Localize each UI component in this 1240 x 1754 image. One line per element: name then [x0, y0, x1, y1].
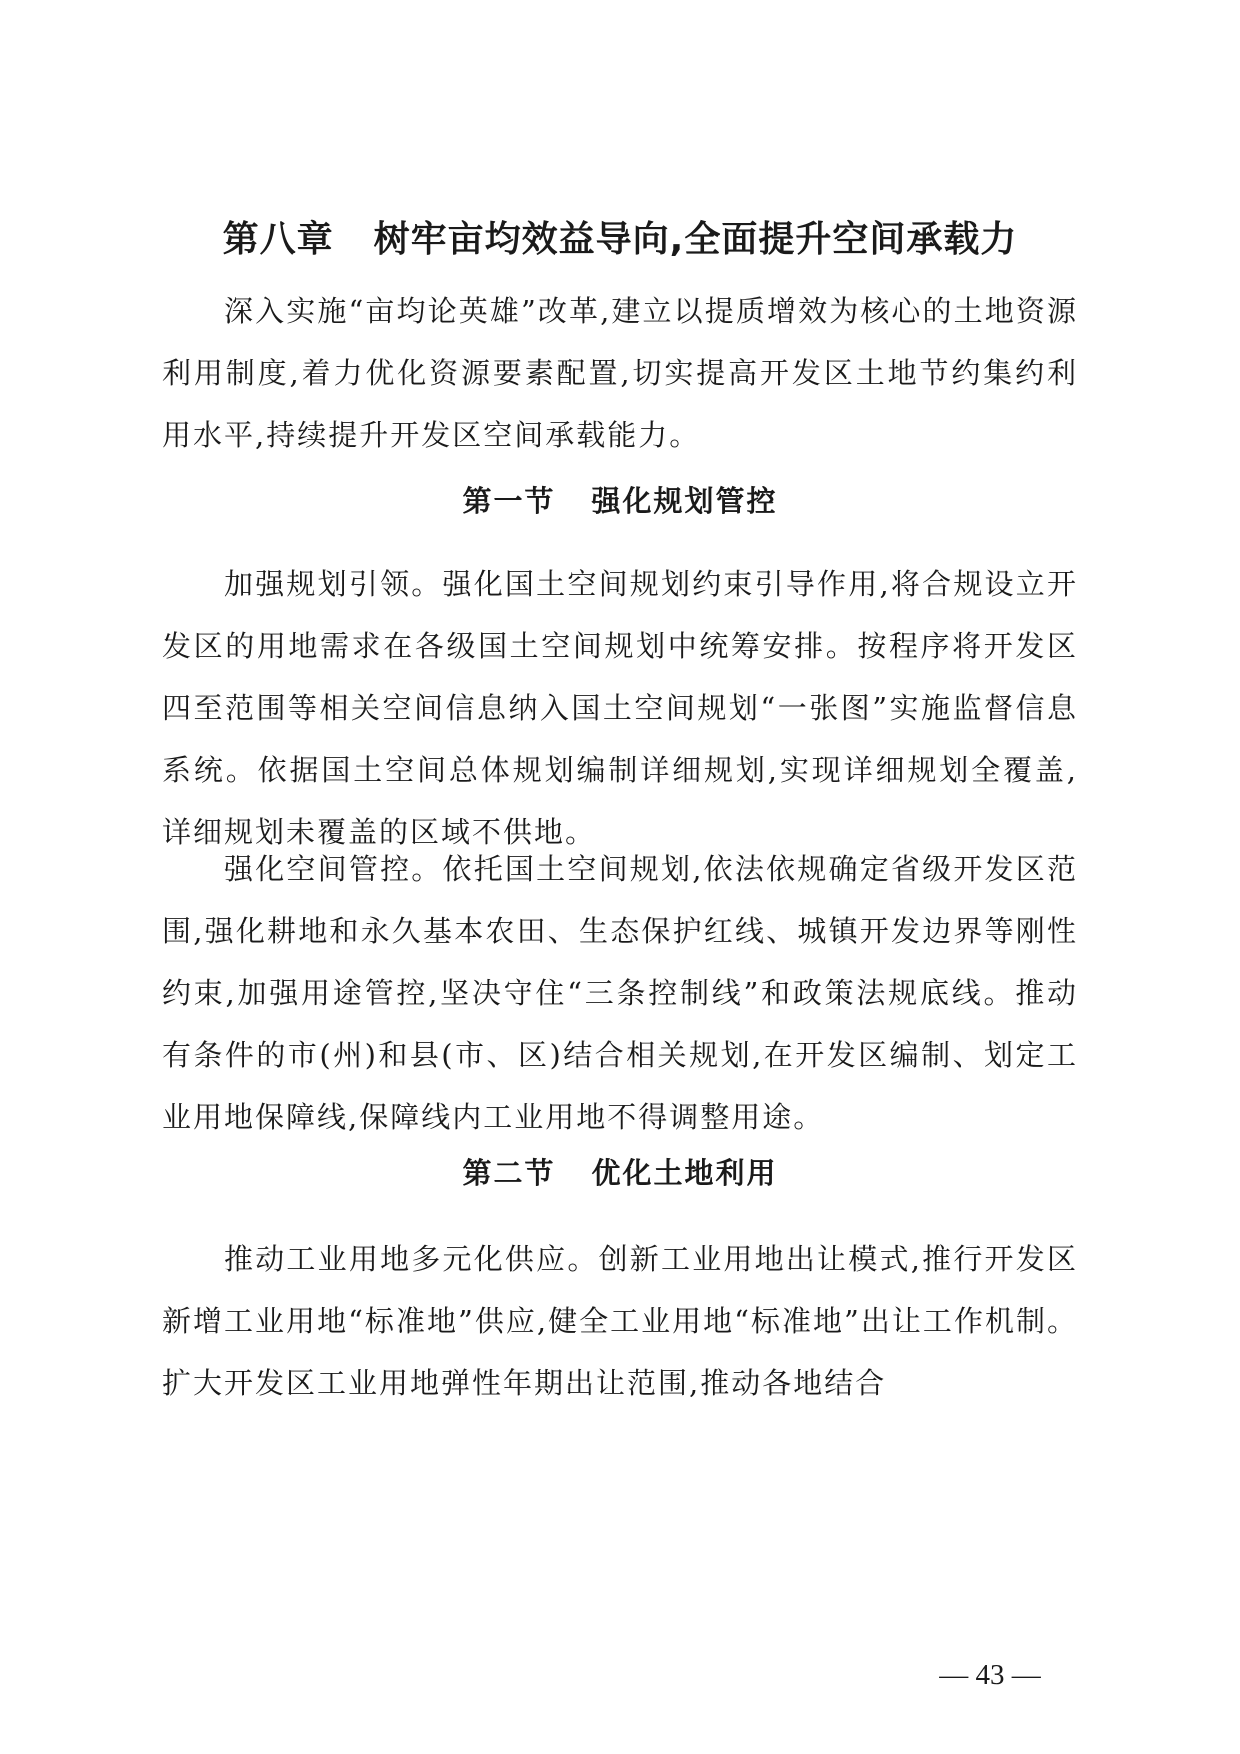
body-paragraph-land-supply: 推动工业用地多元化供应。创新工业用地出让模式,推行开发区新增工业用地“标准地”供应,健全工业用地“标准地”出让工作机制。扩大开发区工业用地弹性年期出让范围,推动各地结合 [162, 1242, 1078, 1400]
section-title-text: 优化土地利用 [591, 1156, 778, 1190]
section-heading-2 [160, 1149, 1080, 1197]
chapter-number: 第八章 [222, 219, 334, 260]
chapter-heading [160, 210, 1080, 270]
section-heading-1 [160, 477, 1080, 525]
section-number: 第一节 [462, 484, 556, 518]
body-paragraph-planning-guidance: 加强规划引领。强化国土空间规划约束引导作用,将合规设立开发区的用地需求在各级国土空间规划中统筹安排。按程序将开发区四至范围等相关空间信息纳入国土空间规划“一张图”实施监督信息系统。依据国土空间总体规划编制详细规划,实现详细规划全覆盖,详细规划未覆盖的区域不供地。 [162, 567, 1078, 849]
section-title-text: 强化规划管控 [591, 484, 778, 518]
intro-paragraph: 深入实施“亩均论英雄”改革,建立以提质增效为核心的土地资源利用制度,着力优化资源要素配置,切实提高开发区土地节约集约利用水平,持续提升开发区空间承载能力。 [162, 294, 1078, 452]
chapter-title-text: 树牢亩均效益导向,全面提升空间承载力 [373, 219, 1018, 260]
page-number: — 43 — [939, 1659, 1041, 1691]
body-paragraph-spatial-control: 强化空间管控。依托国土空间规划,依法依规确定省级开发区范围,强化耕地和永久基本农田、生态保护红线、城镇开发边界等刚性约束,加强用途管控,坚决守住“三条控制线”和政策法规底线。推动有条件的市(州)和县(市、区)结合相关规划,在开发区编制、划定工业用地保障线,保障线内工业用地不得调整用途。 [162, 852, 1078, 1134]
section-number: 第二节 [462, 1156, 556, 1190]
